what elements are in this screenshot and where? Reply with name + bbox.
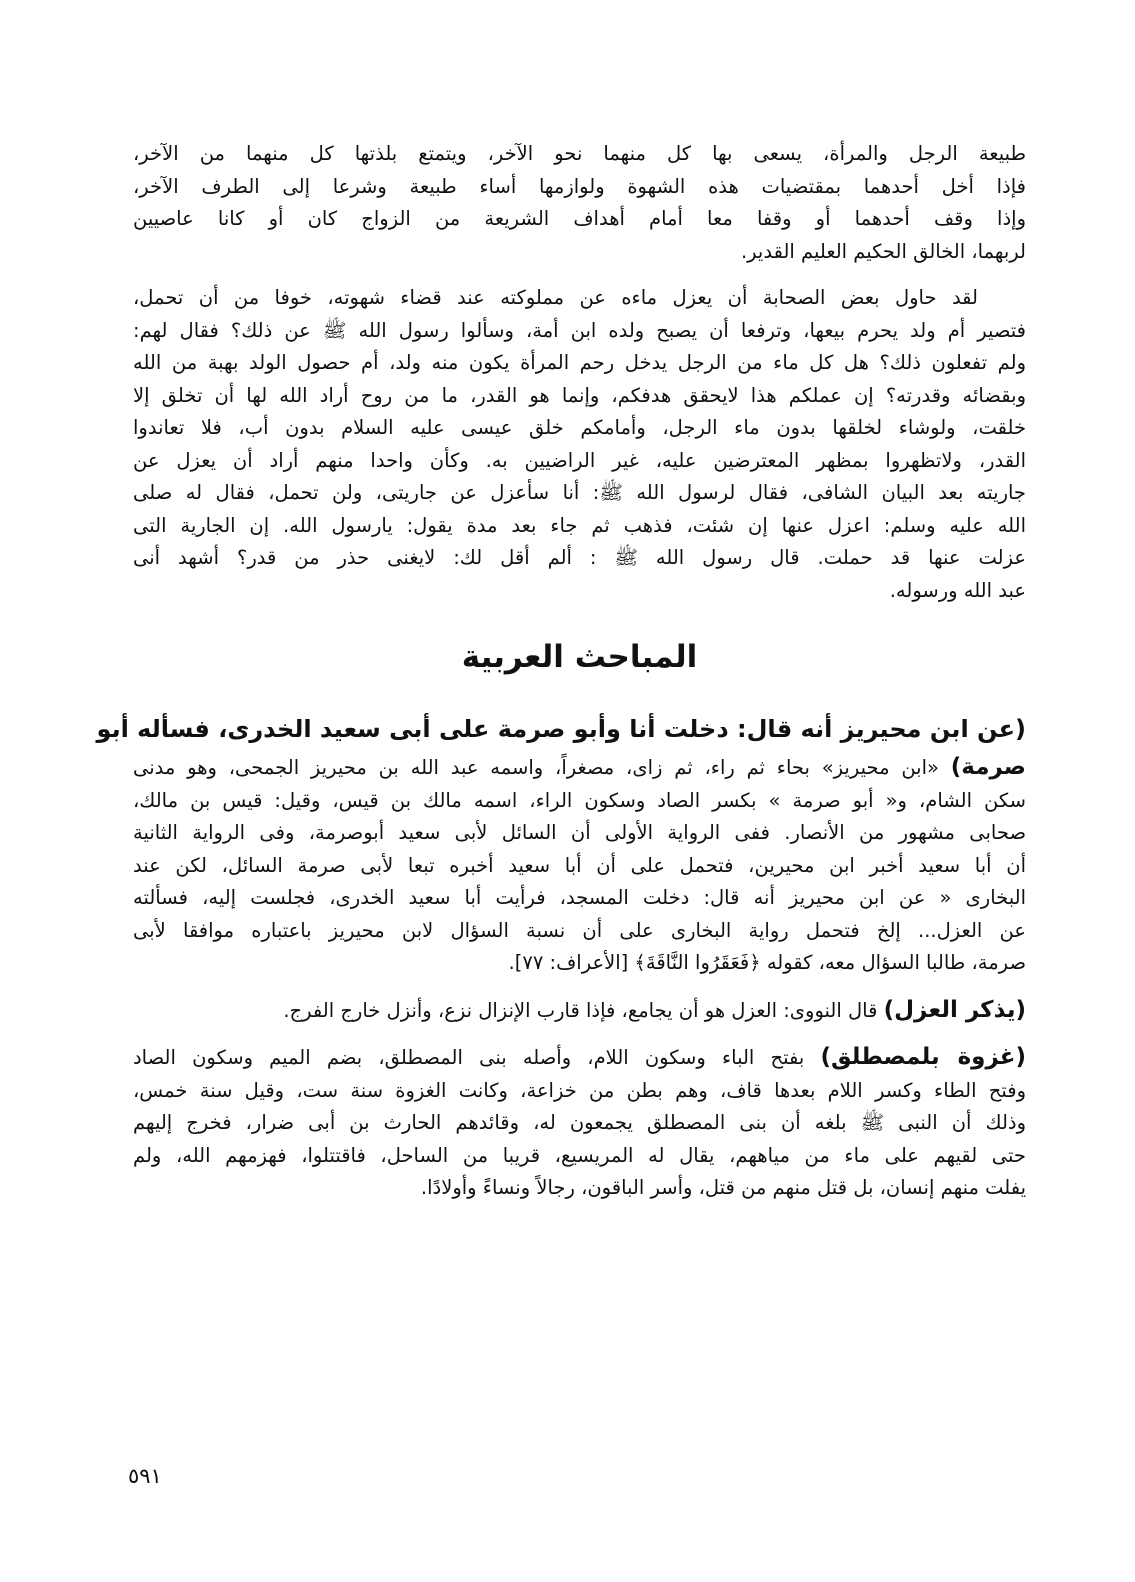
- text-line: الله عليه وسلم: اعزل عنها إن شئت، فذهب ثم جاء بعد مدة يقول: يارسول الله. إن الجارية التى: [133, 513, 1026, 537]
- hadith-lead-bold: (عن ابن محيريز أنه قال: دخلت أنا وأبو صرمة على أبى سعيد الخدرى، فسأله أبو: [96, 715, 1026, 743]
- text-line: وبقضائه وقدرته؟ إن عملكم هذا لايحقق هدفكم، وإنما هو القدر، ما من روح أراد الله لها أن تخلق إلا: [133, 383, 1026, 407]
- text-line: لربهما، الخالق الحكيم العليم القدير.: [740, 239, 1026, 263]
- text-line: عن العزل... إلخ فتحمل رواية البخارى على أن نسبة السؤال لابن محيريز باعتباره موافقا لأبى: [133, 918, 1026, 942]
- text-line: أن أبا سعيد أخبر ابن محيرين، فتحمل على أن أبا سعيد أخبره تبعا لأبى صرمة السائل، لكن عند: [133, 853, 1026, 877]
- book-page: [96, 138, 1026, 1205]
- text-segment: بفتح الباء وسكون اللام، وأصله بنى المصطلق، بضم الميم وسكون الصاد: [133, 1046, 805, 1069]
- spacer: [133, 607, 1026, 627]
- text-line: وإذا وقف أحدهما أو وقفا معا أمام أهداف الشريعة من الزواج كان أو كانا عاصيين: [133, 207, 1026, 230]
- hadith-commentary-paragraph: [96, 707, 1026, 980]
- text-line: فإذا أخل أحدهما بمقتضيات هذه الشهوة ولوازمها أساء طبيعة وشرعا إلى الطرف الآخر،: [133, 174, 1026, 198]
- text-segment: قال النووى: العزل هو أن يجامع، فإذا قارب الإنزال نزع، وأنزل خارج الفرج.: [283, 998, 878, 1022]
- page-number: ٥٩١: [128, 1464, 162, 1488]
- text-line: [133, 1041, 1026, 1075]
- ghazwa-term-bold: (غزوة بلمصطلق): [820, 1044, 1026, 1070]
- text-line: حتى لقيهم على ماء من مياههم، يقال له المريسيع، قريبا من الساحل، فاقتتلوا، فهزمهم الله، ولم: [133, 1143, 1026, 1167]
- spacer: [133, 687, 1026, 707]
- text-line: ولم تفعلون ذلك؟ هل كل ماء من الرجل يدخل رحم المرأة يكون منه ولد، أم حصول الولد بهبة من الله: [133, 351, 1026, 374]
- section-title: المباحث العربية: [461, 639, 698, 675]
- text-line: وذلك أن النبى ﷺ بلغه أن بنى المصطلق يجمعون له، وقائدهم الحارث بن أبى ضرار، فخرج إليهم: [133, 1111, 1026, 1134]
- intro-paragraph-2: [133, 282, 1026, 607]
- hadith-lead-bold-tail: صرمة): [950, 754, 1026, 780]
- text-line: يفلت منهم إنسان، بل قتل منهم من قتل، وأسر الباقون، رجالاً ونساءً وأولادًا.: [420, 1176, 1026, 1199]
- spacer: [133, 1027, 1026, 1041]
- text-line: القدر، ولاتظهروا بمظهر المعترضين عليه، غير الراضيين به. وكأن واحدا منهم أراد أن يعزل عن: [133, 448, 1026, 472]
- text-line: عبد الله ورسوله.: [889, 578, 1026, 602]
- text-line: طبيعة الرجل والمرأة، يسعى بها كل منهما نحو الآخر، ويتمتع بلذتها كل منهما من الآخر،: [133, 142, 1026, 165]
- text-line: البخارى « عن ابن محيريز أنه قال: دخلت المسجد، فرأيت أبا سعيد الخدرى، فجلست إليه، فسألته: [133, 886, 1026, 909]
- text-line: صرمة، طالبا السؤال معه، كقوله ﴿فَعَقَرُوا النَّاقَةَ﴾ [الأعراف: ٧٧].: [508, 951, 1026, 974]
- text-line: [133, 994, 1026, 1028]
- spacer: [133, 268, 1026, 282]
- text-line: سكن الشام، و« أبو صرمة » بكسر الصاد وسكون الراء، اسمه مالك بن قيس، وقيل: قيس بن مالك،: [133, 788, 1026, 812]
- ghazwa-paragraph: [133, 1041, 1026, 1205]
- text-line: [133, 751, 1026, 785]
- text-line: عزلت عنها قد حملت. قال رسول الله ﷺ : ألم أقل لك: لايغنى حذر من قدر؟ أشهد أنى: [133, 546, 1026, 569]
- azl-term-bold: (يذكر العزل): [883, 996, 1026, 1023]
- spacer: [133, 980, 1026, 994]
- text-line: خلقت، ولوشاء لخلقها بدون ماء الرجل، وأمامكم خلق عيسى عليه السلام بدون أب، فلا تعاندوا: [133, 416, 1026, 439]
- text-segment: «ابن محيريز» بحاء ثم راء، ثم زاى، مصغراً، واسمه عبد الله بن محيريز الجمحى، وهو مدنى: [133, 756, 939, 779]
- text-line: جاريته بعد البيان الشافى، فقال لرسول الله ﷺ: أنا سأعزل عن جاريتى، ولن تحمل، فقال له صلى: [133, 481, 1026, 504]
- text-line: فتصير أم ولد يحرم بيعها، وترفعا أن يصبح ولده ابن أمة، وسألوا رسول الله ﷺ عن ذلك؟ فقال لهم:: [133, 318, 1026, 342]
- text-line: لقد حاول بعض الصحابة أن يعزل ماءه عن مملوكته عند قضاء شهوته، خوفا من أن تحمل،: [133, 286, 978, 309]
- text-line: وفتح الطاء وكسر اللام بعدها قاف، وهم بطن من خزاعة، وكانت الغزوة سنة ست، وقيل سنة خمس،: [133, 1078, 1026, 1102]
- azl-definition-paragraph: [133, 994, 1026, 1028]
- text-line: صحابى مشهور من الأنصار. ففى الرواية الأولى أن السائل لأبى سعيد أبوصرمة، وفى الرواية الثانية: [133, 821, 1026, 844]
- intro-paragraph-1: [133, 138, 1026, 268]
